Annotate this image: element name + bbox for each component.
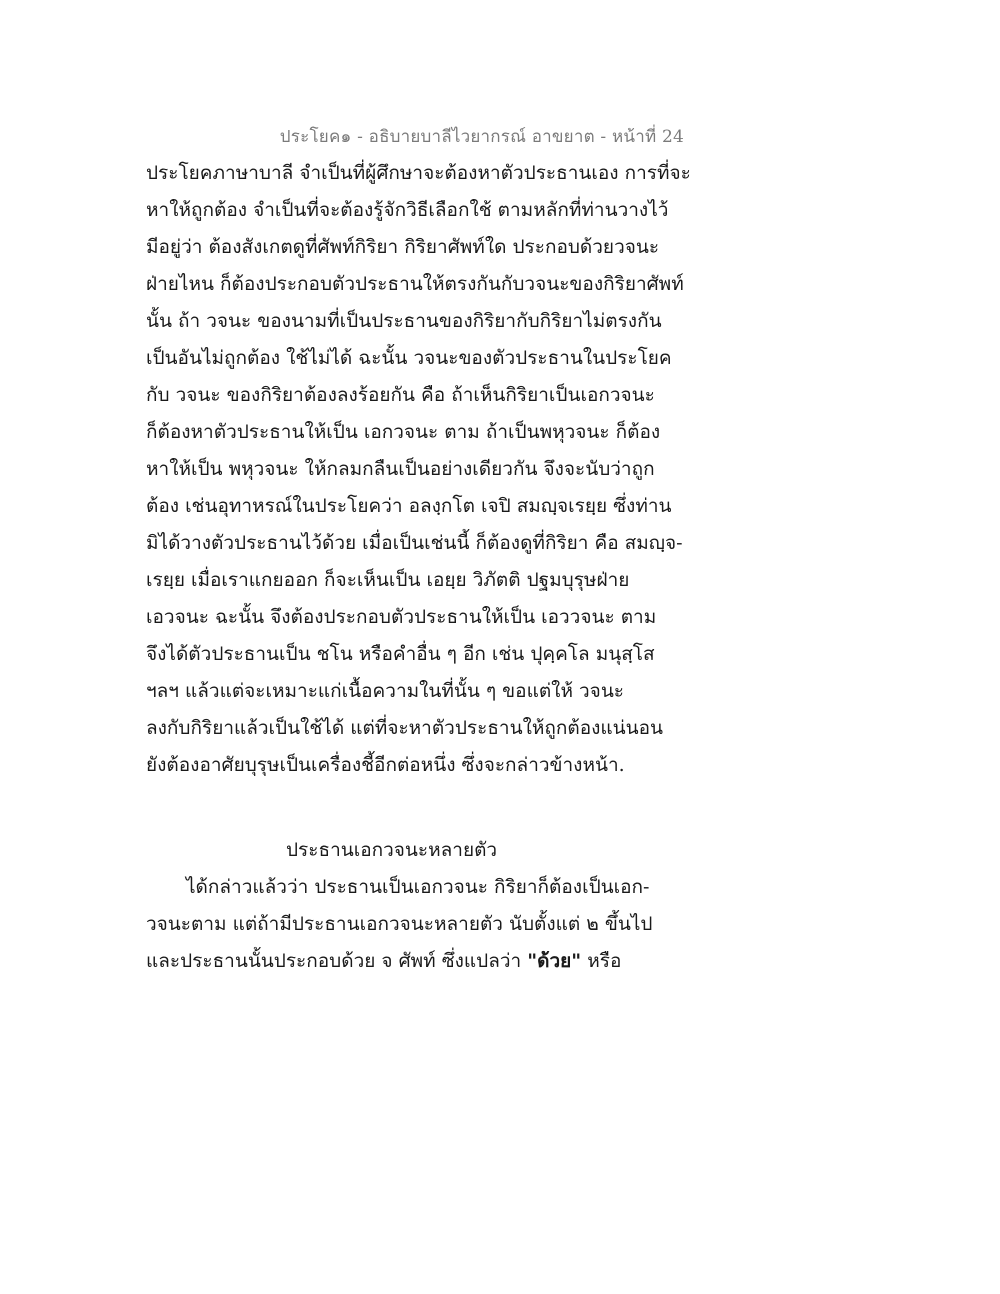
text-line: เอวจนะ ฉะนั้น จึงต้องประกอบตัวประธานให้เป็น เอววจนะ ตาม: [146, 606, 657, 628]
text-line: ประโยคภาษาบาลี จำเป็นที่ผู้ศึกษาจะต้องหาตัวประธานเอง การที่จะ: [146, 162, 691, 184]
paragraph-1: [146, 155, 706, 784]
text-line: ฝ่ายไหน ก็ต้องประกอบตัวประธานให้ตรงกันกับวจนะของกิริยาศัพท์: [146, 273, 684, 295]
text-line: ลงกับกิริยาแล้วเป็นใช้ได้ แต่ที่จะหาตัวประธานให้ถูกต้องแน่นอน: [146, 717, 664, 739]
paragraph-2: [146, 869, 706, 980]
text-line: ได้กล่าวแล้วว่า ประธานเป็นเอกวจนะ กิริยาก็ต้องเป็นเอก-: [186, 876, 650, 898]
text-segment: และประธานนั้นประกอบด้วย จ ศัพท์ ซึ่งแปลว่า: [146, 950, 528, 972]
text-line: เรยฺย เมื่อเราแกยออก ก็จะเห็นเป็น เอยฺย วิภัตติ ปฐมบุรุษฝ่าย: [146, 569, 630, 591]
text-line: ก็ต้องหาตัวประธานให้เป็น เอกวจนะ ตาม ถ้าเป็นพหุวจนะ ก็ต้อง: [146, 421, 661, 443]
text-line: มิได้วางตัวประธานไว้ด้วย เมื่อเป็นเช่นนี้ ก็ต้องดูที่กิริยา คือ สมญฺจ-: [146, 532, 683, 554]
text-line: มีอยู่ว่า ต้องสังเกตดูที่ศัพท์กิริยา กิริยาศัพท์ใด ประกอบด้วยวจนะ: [146, 236, 660, 258]
text-line: หาให้ถูกต้อง จำเป็นที่จะต้องรู้จักวิธีเลือกใช้ ตามหลักที่ท่านวางไว้: [146, 199, 669, 221]
quoted-term: "ด้วย": [527, 950, 582, 972]
running-header: ประโยค๑ - อธิบายบาลีไวยากรณ์ อาขยาต - หน้าที่ 24: [279, 127, 684, 147]
text-line: [146, 943, 706, 980]
text-line: ต้อง เช่นอุทาหรณ์ในประโยคว่า อลงฺกโต เจปิ สมญฺจเรยฺย ซึ่งท่าน: [146, 495, 672, 517]
text-line: จึงได้ตัวประธานเป็น ชโน หรือคำอื่น ๆ อีก เช่น ปุคฺคโล มนุสฺโส: [146, 643, 655, 665]
section-heading: ประธานเอกวจนะหลายตัว: [286, 839, 498, 861]
text-line: หาให้เป็น พหุวจนะ ให้กลมกลืนเป็นอย่างเดียวกัน จึงจะนับว่าถูก: [146, 458, 655, 480]
text-line: กับ วจนะ ของกิริยาต้องลงร้อยกัน คือ ถ้าเห็นกิริยาเป็นเอกวจนะ: [146, 384, 655, 406]
text-line: นั้น ถ้า วจนะ ของนามที่เป็นประธานของกิริยากับกิริยาไม่ตรงกัน: [146, 310, 662, 332]
text-segment: หรือ: [581, 950, 622, 972]
text-line: ฯลฯ แล้วแต่จะเหมาะแก่เนื้อความในที่นั้น ๆ ขอแต่ให้ วจนะ: [146, 680, 625, 702]
text-line: ยังต้องอาศัยบุรุษเป็นเครื่องชี้อีกต่อหนึ่ง ซึ่งจะกล่าวข้างหน้า.: [146, 754, 625, 776]
text-line: วจนะตาม แต่ถ้ามีประธานเอกวจนะหลายตัว นับตั้งแต่ ๒ ขึ้นไป: [146, 913, 653, 935]
text-line: เป็นอันไม่ถูกต้อง ใช้ไม่ได้ ฉะนั้น วจนะของตัวประธานในประโยค: [146, 347, 672, 369]
